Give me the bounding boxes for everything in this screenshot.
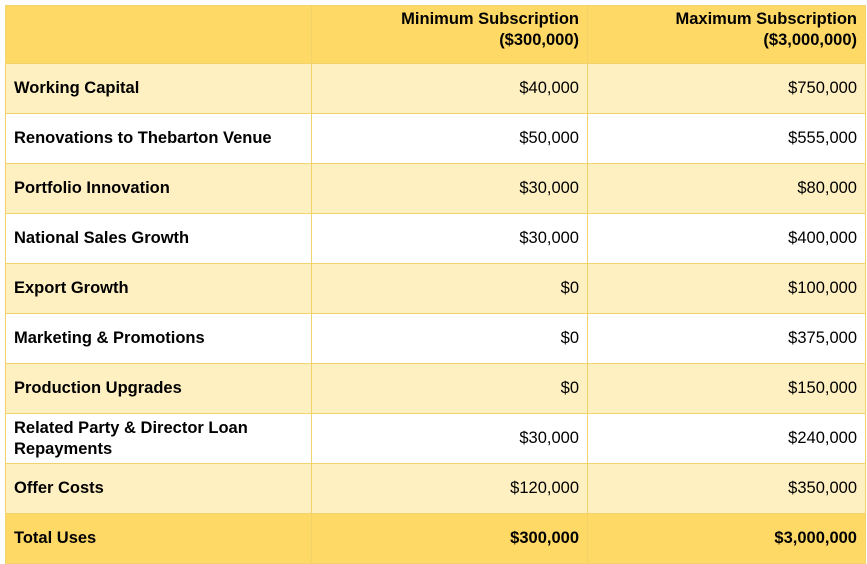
row-max-value: $400,000: [588, 214, 866, 264]
total-max-value: $3,000,000: [588, 514, 866, 564]
header-minimum-subscription: [312, 6, 588, 64]
row-max-value: $150,000: [588, 364, 866, 414]
table-row: [6, 214, 866, 264]
row-min-value: $0: [312, 314, 588, 364]
row-min-value: $120,000: [312, 464, 588, 514]
row-label: Offer Costs: [6, 464, 312, 514]
row-max-value: $350,000: [588, 464, 866, 514]
table-row: [6, 414, 866, 464]
header-max-title: Maximum Subscription: [675, 10, 857, 28]
row-label: Production Upgrades: [6, 364, 312, 414]
row-min-value: $30,000: [312, 414, 588, 464]
row-max-value: $240,000: [588, 414, 866, 464]
row-min-value: $30,000: [312, 214, 588, 264]
row-max-value: $555,000: [588, 114, 866, 164]
row-label: Marketing & Promotions: [6, 314, 312, 364]
table-row: [6, 314, 866, 364]
row-min-value: $30,000: [312, 164, 588, 214]
table-row: [6, 114, 866, 164]
table-header-row: [6, 6, 866, 64]
row-label: Export Growth: [6, 264, 312, 314]
row-label: Portfolio Innovation: [6, 164, 312, 214]
table-row: [6, 164, 866, 214]
total-label: Total Uses: [6, 514, 312, 564]
header-min-title: Minimum Subscription: [401, 10, 579, 28]
row-label: Related Party & Director Loan Repayments: [6, 414, 312, 464]
header-min-amount: ($300,000): [499, 31, 579, 49]
row-min-value: $0: [312, 264, 588, 314]
row-min-value: $50,000: [312, 114, 588, 164]
header-max-amount: ($3,000,000): [763, 31, 857, 49]
row-label: Working Capital: [6, 64, 312, 114]
table-row: [6, 364, 866, 414]
table-row: [6, 264, 866, 314]
row-max-value: $750,000: [588, 64, 866, 114]
header-maximum-subscription: [588, 6, 866, 64]
header-empty-cell: [6, 6, 312, 64]
table-row: [6, 464, 866, 514]
uses-of-funds-table: [5, 5, 866, 564]
row-label: National Sales Growth: [6, 214, 312, 264]
total-min-value: $300,000: [312, 514, 588, 564]
row-min-value: $40,000: [312, 64, 588, 114]
row-label: Renovations to Thebarton Venue: [6, 114, 312, 164]
row-max-value: $80,000: [588, 164, 866, 214]
total-row: [6, 514, 866, 564]
table-row: [6, 64, 866, 114]
row-min-value: $0: [312, 364, 588, 414]
row-max-value: $375,000: [588, 314, 866, 364]
row-max-value: $100,000: [588, 264, 866, 314]
